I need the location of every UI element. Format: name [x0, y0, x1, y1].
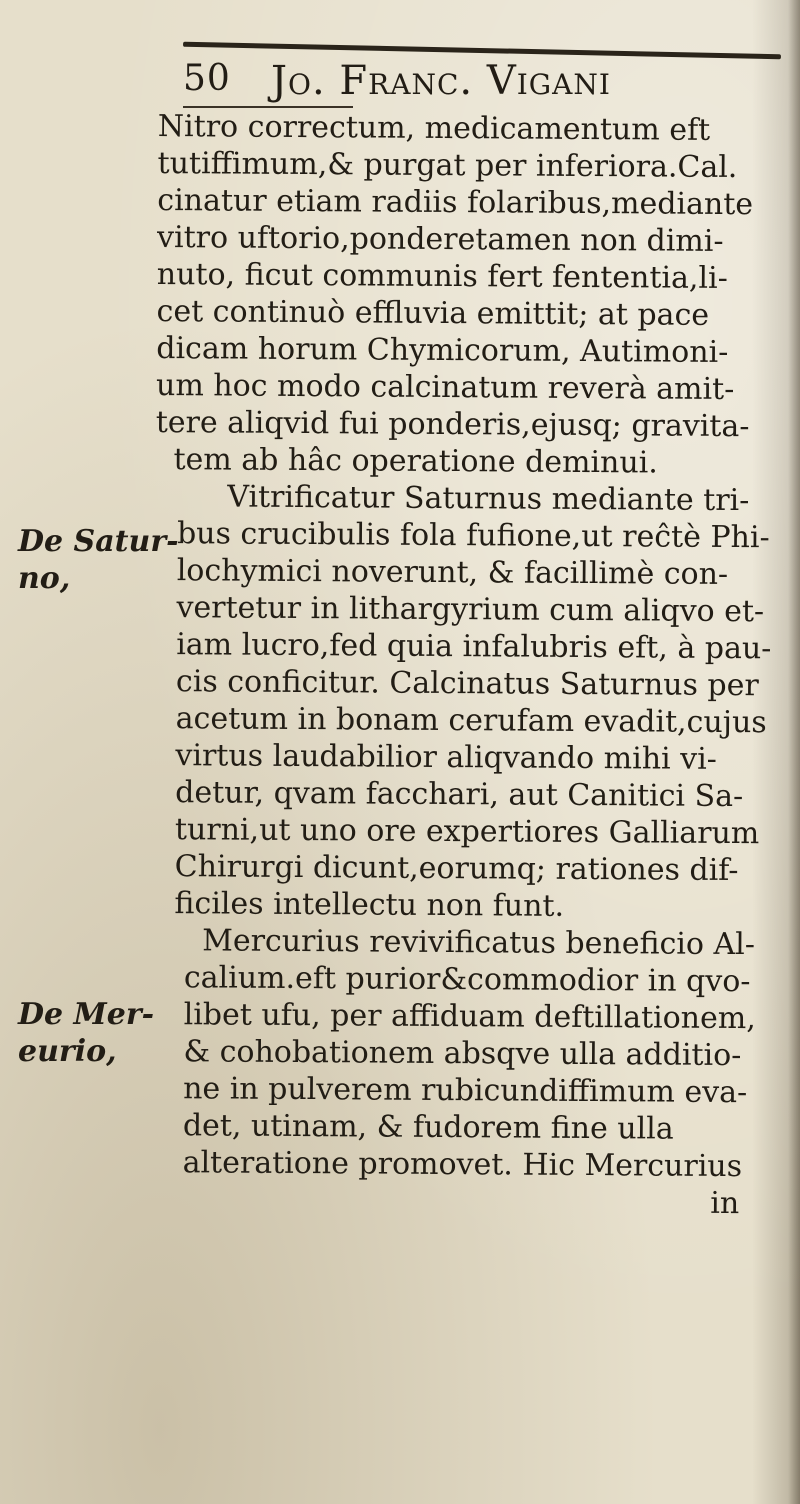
margin-note-saturn	[18, 523, 179, 597]
text-line: ne in pulverem rubicundiffimum eva-	[183, 1071, 748, 1111]
text-line: Mercurius revivificatus beneficio Al-	[202, 923, 756, 963]
text-line: detur, qvam facchari, aut Canitici Sa-	[175, 775, 744, 815]
text-line: vertetur in lithargyrium cum aliqvo et-	[176, 590, 765, 630]
body-text	[150, 108, 790, 1222]
text-line: calium.eft purior&commodior in qvo-	[183, 960, 751, 1000]
text-line: libet ufu, per affiduam deftillationem,	[183, 997, 756, 1037]
text-line: nuto, ficut communis fert fententia,li-	[156, 256, 728, 296]
text-line: cis conficitur. Calcinatus Saturnus per	[175, 664, 759, 704]
text-line: Vitrificatur Saturnus mediante tri-	[227, 479, 750, 519]
text-line: in	[710, 1185, 740, 1222]
page-edge-shadow	[788, 0, 800, 1504]
text-line: & cohobationem absqve ulla additio-	[183, 1034, 742, 1074]
margin-note-line: no,	[18, 561, 71, 596]
text-line: lochymici noverunt, & facillimè con-	[176, 553, 729, 592]
margin-note-line: De Satur-	[18, 524, 179, 559]
page-number: 50	[183, 58, 231, 99]
text-line: turni,ut uno ore expertiores Galliarum	[174, 812, 760, 852]
text-line: tutiffimum,& purgat per inferiora.Cal.	[157, 145, 738, 186]
page-header	[183, 58, 783, 108]
running-head: Jo. Franc. Vigani	[271, 58, 611, 104]
text-line: tem ab hâc operatione deminui.	[173, 442, 658, 481]
text-line: um hoc modo calcinatum reverà amit-	[155, 367, 735, 408]
text-line: Chirurgi dicunt,eorumq; rationes dif-	[174, 849, 739, 889]
margin-note-line: eurio,	[18, 1034, 117, 1069]
text-line: Nitro correctum, medicamentum eft	[157, 108, 711, 148]
text-line: cet continuò effluvia emittit; at pace	[156, 293, 710, 333]
text-line: alteratione promovet. Hic Mercurius	[182, 1145, 743, 1185]
text-line: cinatur etiam radiis folaribus,mediante	[157, 182, 754, 223]
text-line: bus crucibulis fola fufione,ut reĉtè Phi-	[176, 516, 770, 556]
text-line: det, utinam, & fudorem fine ulla	[182, 1108, 674, 1147]
text-line: tere aliqvid fui ponderis,ejusq; gravita-	[155, 404, 750, 445]
text-line: acetum in bonam cerufam evadit,cujus	[175, 701, 767, 741]
text-line: vitro uftorio,ponderetamen non dimi-	[156, 219, 724, 259]
text-line: dicam horum Chymicorum, Autimoni-	[156, 330, 729, 370]
text-line: iam lucro,fed quia infalubris eft, à pau-	[176, 627, 772, 667]
margin-note-mercury	[18, 996, 168, 1070]
text-line: virtus laudabilior aliqvando mihi vi-	[175, 738, 718, 777]
text-line: ficiles intellectu non funt.	[174, 886, 565, 924]
margin-note-line: De Mer-	[18, 997, 155, 1032]
header-rule	[183, 42, 781, 60]
